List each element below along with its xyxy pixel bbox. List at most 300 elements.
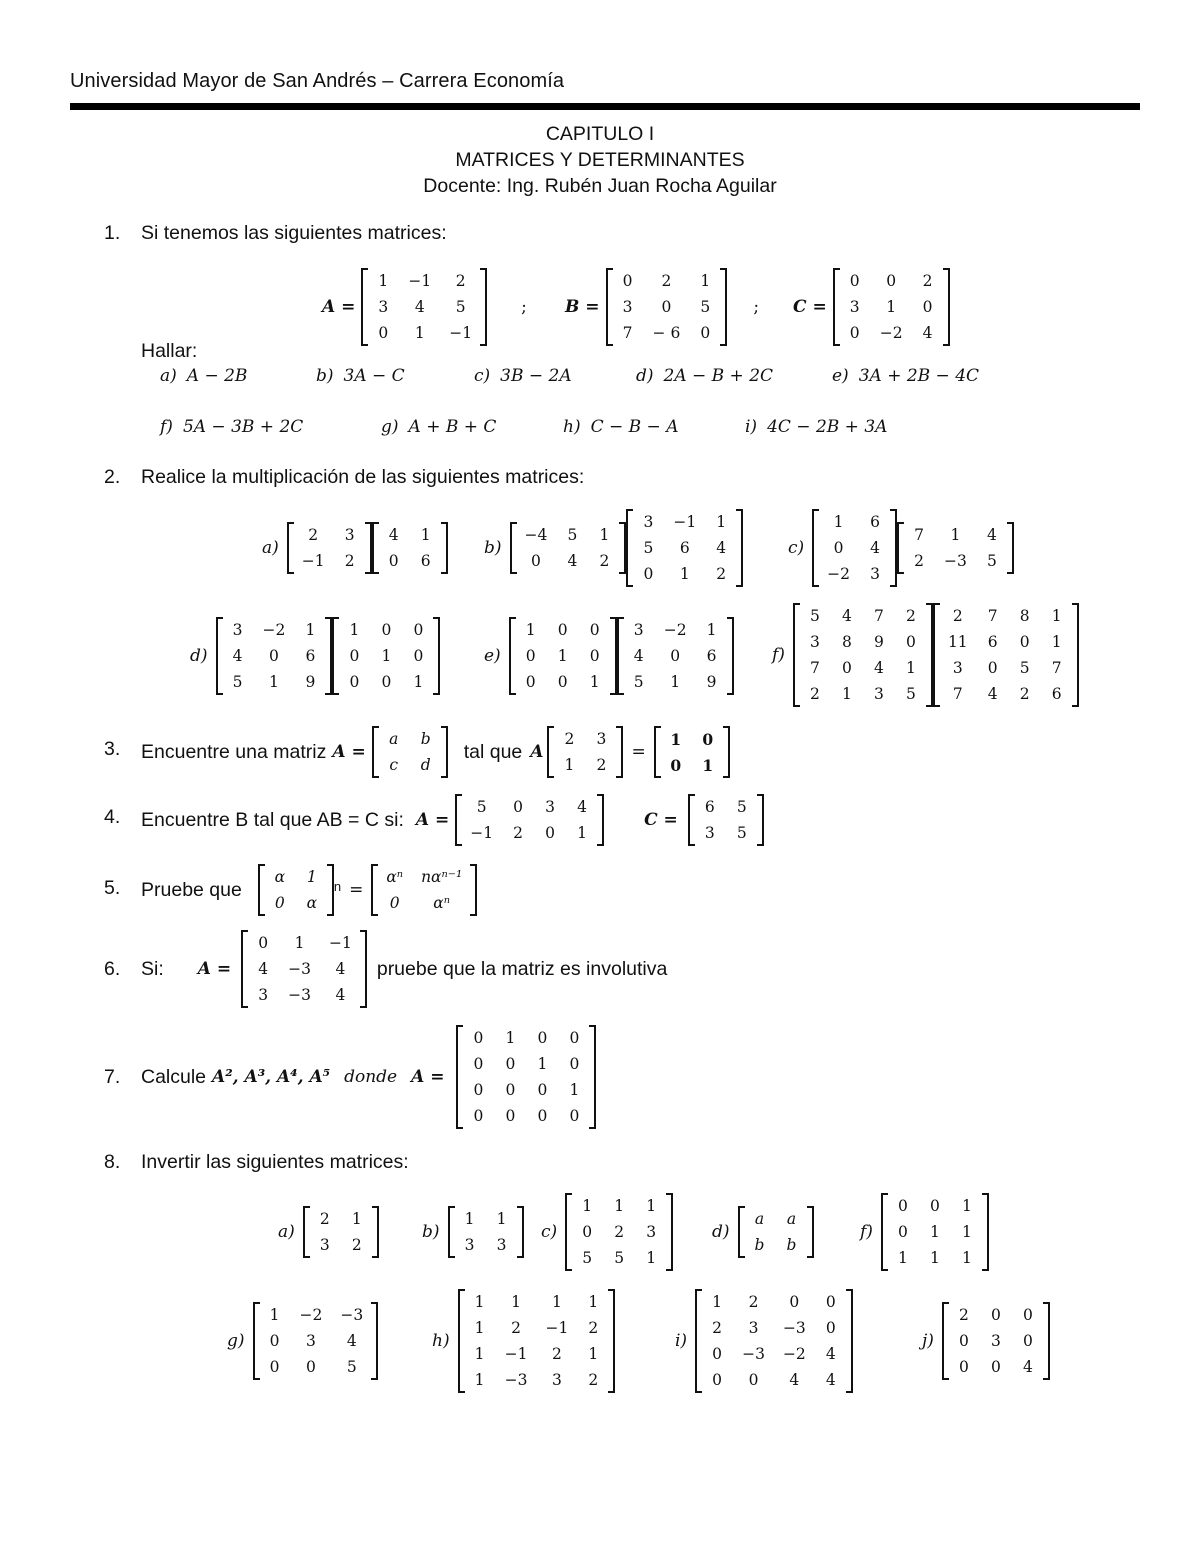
matrix-cell: 1 — [842, 685, 852, 703]
matrix-cell: 5 — [700, 298, 711, 316]
inverse-h-matrix — [458, 1289, 616, 1393]
matrix-cell: 1 — [906, 659, 916, 677]
mult-c-right — [897, 522, 1014, 574]
matrix-cell: 0 — [413, 621, 424, 639]
problem-5-left-matrix — [258, 864, 334, 916]
matrix-cell: 4 — [987, 685, 998, 703]
matrix-cell: −3 — [288, 986, 311, 1004]
matrix-row — [464, 1289, 610, 1315]
problem-4-text: Encuentre B tal que AB = C si: — [141, 808, 404, 831]
matrix-row — [623, 669, 728, 695]
matrix-cell: 0 — [269, 1358, 280, 1376]
matrix-cell: 1 — [306, 868, 317, 886]
matrix-cell: 0 — [473, 1055, 484, 1073]
matrix-cell: b — [420, 730, 431, 748]
option-e: e) 3A + 2B − 4C — [832, 366, 980, 386]
matrix-row — [903, 522, 1008, 548]
matrix-row — [701, 1315, 847, 1341]
matrix-row — [309, 1206, 373, 1232]
matrix-cell: 2 — [564, 730, 575, 748]
matrix-cell: 0 — [1022, 1306, 1033, 1324]
matrix-cell: 1 — [646, 1197, 657, 1215]
matrix-row — [948, 1328, 1044, 1354]
matrix-cell: 4 — [567, 552, 578, 570]
matrix-row — [694, 820, 758, 846]
matrix-cell: a — [754, 1210, 765, 1228]
matrix-row — [462, 1077, 590, 1103]
matrix-cell: 5 — [643, 539, 654, 557]
matrix-cell: 0 — [833, 539, 844, 557]
matrix-cell: 6 — [420, 552, 431, 570]
matrix-cell: −1 — [408, 272, 432, 290]
option-c: c) 3B − 2A — [474, 366, 572, 386]
matrix-cell: 0 — [958, 1332, 969, 1350]
problem-5-text: Pruebe que — [141, 878, 242, 901]
matrix-row — [516, 522, 621, 548]
matrix-row — [660, 752, 724, 778]
inverse-j-matrix — [942, 1302, 1050, 1380]
option-b: b) 3A − C — [316, 366, 405, 386]
matrix-cell: 5 — [567, 526, 578, 544]
matrix-cell: 0 — [825, 1319, 836, 1337]
matrix-cell: 1 — [712, 1293, 723, 1311]
matrix-cell: 5 — [736, 798, 747, 816]
matrix-row — [378, 752, 442, 778]
matrix-cell: 9 — [706, 673, 717, 691]
matrix-cell: 0 — [898, 1197, 908, 1215]
matrix-row — [367, 320, 481, 346]
matrix-cell: −1 — [673, 513, 697, 531]
matrix-cell: −2 — [827, 565, 851, 583]
matrix-row — [571, 1245, 667, 1271]
matrix-cell: 3 — [378, 298, 389, 316]
matrix-cell: 2 — [914, 552, 924, 570]
matrix-cell: −2 — [663, 621, 687, 639]
matrix-cell: 0 — [990, 1306, 1001, 1324]
matrix-cell: 1 — [716, 513, 727, 531]
matrix-cell: 1 — [702, 755, 714, 775]
matrix-cell: d — [420, 756, 431, 774]
mult-item-a: a) 2 3 −1 2 4 1 0 6 — [262, 522, 448, 574]
matrix-cell: 0 — [349, 647, 360, 665]
matrix-cell: 0 — [712, 1371, 723, 1389]
matrix-row — [612, 320, 722, 346]
matrix-cell: 1 — [420, 526, 431, 544]
matrix-cell: 8 — [842, 633, 852, 651]
matrix-row — [264, 864, 328, 890]
matrix-cell: −2 — [782, 1345, 806, 1363]
matrix-row — [259, 1354, 373, 1380]
matrix-cell: −3 — [944, 552, 967, 570]
matrix-cell: 1 — [413, 673, 424, 691]
matrix-cell: 3 — [874, 685, 884, 703]
matrix-cell: 3 — [258, 986, 269, 1004]
matrix-cell: 0 — [537, 1107, 548, 1125]
matrix-cell: 0 — [670, 755, 682, 775]
matrix-cell: 0 — [557, 673, 568, 691]
matrix-cell: 0 — [589, 621, 600, 639]
option-f: f) 5A − 3B + 2C — [160, 417, 304, 437]
matrix-cell: c — [389, 756, 399, 774]
matrix-cell: 5 — [633, 673, 644, 691]
inverse-g-matrix — [253, 1302, 379, 1380]
matrix-cell: −3 — [504, 1371, 528, 1389]
matrix-cell: 1 — [525, 621, 536, 639]
matrix-cell: 1 — [564, 756, 575, 774]
matrix-cell: 0 — [505, 1055, 516, 1073]
problem-1-matrix-c: C = 0 0 2 3 1 0 0 −2 4 — [793, 268, 950, 346]
matrix-cell: 0 — [525, 673, 536, 691]
matrix-row — [462, 1025, 590, 1051]
matrix-row — [799, 655, 927, 681]
inverse-a-matrix — [303, 1206, 379, 1258]
matrix-cell: −3 — [742, 1345, 765, 1363]
matrix-cell: 0 — [842, 659, 852, 677]
matrix-cell: 2 — [588, 1319, 599, 1337]
matrix-row — [903, 548, 1008, 574]
matrix-cell: 2 — [599, 552, 610, 570]
matrix-cell: 0 — [269, 647, 279, 665]
matrix-cell: 1 — [1051, 607, 1062, 625]
matrix-cell: 1 — [569, 1081, 580, 1099]
matrix-cell: nαⁿ⁻¹ — [421, 868, 463, 886]
matrix-cell: 3 — [306, 1332, 316, 1350]
matrix-cell: 0 — [849, 324, 860, 342]
matrix-cell: 2 — [614, 1223, 625, 1241]
matrix-cell: 0 — [349, 673, 360, 691]
matrix-cell: 4 — [874, 659, 884, 677]
matrix-row — [939, 603, 1073, 629]
matrix-cell: 3 — [319, 1236, 330, 1254]
matrix-row — [701, 1341, 847, 1367]
matrix-cell: 0 — [505, 1107, 516, 1125]
matrix-cell: 0 — [306, 1358, 316, 1376]
matrix-cell: −2 — [879, 324, 903, 342]
matrix-cell: 1 — [474, 1293, 485, 1311]
matrix-cell: 1 — [930, 1223, 940, 1241]
matrix-cell: 5 — [986, 552, 997, 570]
inverse-c-matrix — [565, 1193, 673, 1271]
matrix-cell: a — [389, 730, 399, 748]
chapter-title: CAPITULO I — [545, 123, 655, 145]
matrix-cell: 1 — [474, 1345, 485, 1363]
matrix-cell: 0 — [1022, 1332, 1033, 1350]
problem-3-line: Encuentre una matriz A = a b c d tal que A 2 3 1 2 = 1 0 0 1 — [141, 726, 730, 778]
matrix-cell: 1 — [537, 1055, 548, 1073]
matrix-cell: −3 — [340, 1306, 364, 1324]
matrix-row — [461, 820, 598, 846]
matrix-cell: 4 — [825, 1345, 836, 1363]
problem-2-text: Realice la multiplicación de las siguientes matrices: — [141, 466, 585, 488]
inverse-i-matrix — [695, 1289, 853, 1393]
matrix-cell: 0 — [389, 894, 400, 912]
matrix-cell: 2 — [455, 272, 466, 290]
problem-5-number: 5. — [104, 877, 121, 899]
matrix-row — [377, 890, 471, 916]
matrix-cell: −1 — [545, 1319, 569, 1337]
matrix-cell: 11 — [947, 633, 968, 651]
inverse-item-b: b) 1 1 3 3 — [422, 1206, 524, 1258]
matrix-cell: b — [754, 1236, 765, 1254]
matrix-row — [259, 1302, 373, 1328]
matrix-cell: 3 — [551, 1371, 562, 1389]
matrix-row — [701, 1289, 847, 1315]
problem-6-matrix-a — [241, 930, 367, 1008]
problem-6-text: Si: — [141, 957, 164, 980]
matrix-cell: −3 — [782, 1319, 806, 1337]
option-i: i) 4C − 2B + 3A — [745, 417, 888, 437]
matrix-cell: 2 — [810, 685, 820, 703]
matrix-cell: b — [786, 1236, 797, 1254]
matrix-cell: 1 — [496, 1210, 507, 1228]
matrix-row — [887, 1193, 983, 1219]
matrix-cell: 7 — [952, 685, 963, 703]
matrix-cell: 5 — [346, 1358, 357, 1376]
matrix-cell: 1 — [294, 934, 305, 952]
mult-e-right — [617, 617, 734, 695]
matrix-cell: 1 — [588, 1345, 599, 1363]
matrix-cell: 2 — [922, 272, 933, 290]
matrix-cell: 8 — [1019, 607, 1030, 625]
matrix-cell: 1 — [269, 673, 279, 691]
matrix-cell: 3 — [704, 824, 715, 842]
matrix-cell: 0 — [381, 673, 392, 691]
option-a: a) A − 2B — [160, 366, 248, 386]
inverse-item-j: j) 2 0 0 0 3 0 0 0 4 — [922, 1302, 1050, 1380]
problem-7-text: Calcule — [141, 1065, 207, 1088]
matrix-cell: 3 — [810, 633, 820, 651]
option-g: g) A + B + C — [381, 417, 497, 437]
inverse-item-d: d) a a b b — [712, 1206, 814, 1258]
problem-6-number: 6. — [104, 958, 121, 980]
matrix-cell: 0 — [557, 621, 568, 639]
matrix-cell: 1 — [700, 272, 711, 290]
matrix-cell: 0 — [898, 1223, 908, 1241]
matrix-cell: 4 — [258, 960, 269, 978]
matrix-cell: 0 — [473, 1081, 484, 1099]
matrix-row — [264, 890, 328, 916]
matrix-row — [454, 1206, 518, 1232]
matrix-cell: 3 — [990, 1332, 1001, 1350]
matrix-cell: 0 — [269, 1332, 280, 1350]
matrix-cell: 0 — [473, 1107, 484, 1125]
matrix-cell: 0 — [789, 1293, 800, 1311]
mult-item-d: d) 3 −2 1 4 0 6 5 1 9 1 0 0 0 1 0 0 0 1 — [190, 617, 440, 695]
matrix-cell: 9 — [874, 633, 884, 651]
matrix-cell: 6 — [987, 633, 998, 651]
matrix-cell: 2 — [588, 1371, 599, 1389]
matrix-cell: 1 — [414, 324, 425, 342]
matrix-row — [461, 794, 598, 820]
matrix-cell: 0 — [545, 824, 556, 842]
problem-3-identity — [654, 726, 730, 778]
matrix-row — [612, 294, 722, 320]
matrix-row — [367, 294, 481, 320]
matrix-cell: 1 — [577, 824, 588, 842]
matrix-cell: 0 — [513, 798, 524, 816]
matrix-row — [462, 1103, 590, 1129]
matrix-cell: 4 — [825, 1371, 836, 1389]
matrix-cell: αⁿ — [386, 868, 404, 886]
inverse-item-a: a) 2 1 3 2 — [278, 1206, 379, 1258]
matrix-row — [839, 294, 944, 320]
matrix-cell: 2 — [958, 1306, 969, 1324]
matrix-cell: 4 — [922, 324, 933, 342]
mult-e-left — [509, 617, 617, 695]
matrix-cell: 0 — [622, 272, 633, 290]
subject-title: MATRICES Y DETERMINANTES — [455, 149, 745, 171]
matrix-cell: 0 — [258, 934, 269, 952]
matrix-row — [571, 1193, 667, 1219]
matrix-cell: 3 — [643, 513, 654, 531]
matrix-cell: 0 — [906, 633, 916, 651]
matrix-cell: 9 — [305, 673, 316, 691]
matrix-cell: 7 — [987, 607, 998, 625]
matrix-cell: 7 — [622, 324, 633, 342]
matrix-cell: 0 — [505, 1081, 516, 1099]
matrix-cell: 1 — [670, 673, 681, 691]
matrix-cell: 1 — [679, 565, 690, 583]
matrix-cell: 3 — [870, 565, 880, 583]
matrix-cell: 0 — [569, 1029, 580, 1047]
mult-a-right — [372, 522, 448, 574]
matrix-row — [377, 864, 471, 890]
matrix-row — [799, 603, 927, 629]
matrix-row — [247, 930, 361, 956]
matrix-cell: 1 — [474, 1371, 485, 1389]
matrix-cell: 2 — [596, 756, 607, 774]
matrix-row — [744, 1206, 808, 1232]
header-rule — [70, 103, 1140, 110]
matrix-cell: 3 — [622, 298, 633, 316]
matrix-row — [939, 681, 1073, 707]
mult-f-left — [793, 603, 933, 707]
matrix-cell: 1 — [614, 1197, 625, 1215]
matrix-row — [247, 956, 361, 982]
matrix-cell: 1 — [349, 621, 360, 639]
matrix-row — [553, 726, 617, 752]
matrix-row — [818, 561, 891, 587]
problem-5-line: Pruebe que α 1 0 α $^n$ = αⁿ nαⁿ⁻¹ 0 αⁿ — [141, 864, 477, 916]
matrix-cell: 0 — [712, 1345, 723, 1363]
matrix-cell: 1 — [898, 1249, 908, 1267]
matrix-cell: 0 — [274, 894, 285, 912]
matrix-cell: 0 — [388, 552, 399, 570]
matrix-cell: 2 — [344, 552, 355, 570]
inverse-item-i: i) 1 2 0 0 2 3 −3 0 0 −3 −2 4 0 0 4 4 — [675, 1289, 853, 1393]
matrix-row — [948, 1302, 1044, 1328]
matrix-cell: 5 — [906, 685, 916, 703]
matrix-cell: 3 — [545, 798, 556, 816]
matrix-row — [694, 794, 758, 820]
matrix-cell: −3 — [288, 960, 311, 978]
matrix-cell: 0 — [537, 1029, 548, 1047]
matrix-row — [293, 522, 366, 548]
matrix-row — [338, 643, 434, 669]
matrix-row — [378, 726, 442, 752]
matrix-cell: 4 — [633, 647, 644, 665]
matrix-cell: 4 — [232, 647, 243, 665]
problem-4-line: Encuentre B tal que AB = C si: A = 5 0 3 4 −1 2 0 1 C = 6 5 3 5 — [141, 794, 764, 846]
problem-8-text: Invertir las siguientes matrices: — [141, 1151, 409, 1173]
matrix-cell: 1 — [269, 1306, 280, 1324]
inverse-b-matrix — [448, 1206, 524, 1258]
matrix-cell: 4 — [335, 986, 346, 1004]
matrix-cell: 1 — [381, 647, 392, 665]
matrix-cell: 1 — [930, 1249, 940, 1267]
matrix-row — [515, 669, 611, 695]
mult-item-f: f) 5 4 7 2 3 8 9 0 7 0 4 1 2 1 3 5 2 7 8 1 11 6 0 1 3 0 5 7 7 4 2 6 — [772, 603, 1079, 707]
matrix-cell: 0 — [643, 565, 654, 583]
matrix-row — [744, 1232, 808, 1258]
inverse-item-g: g) 1 −2 −3 0 3 4 0 0 5 — [227, 1302, 378, 1380]
matrix-cell: 3 — [952, 659, 963, 677]
matrix-row — [553, 752, 617, 778]
matrix-cell: 6 — [870, 513, 880, 531]
matrix-cell: 3 — [232, 621, 243, 639]
matrix-cell: 4 — [335, 960, 346, 978]
problem-6-line: Si: A = 0 1 −1 4 −3 4 3 −3 4 pruebe que la matriz es involutiva — [141, 930, 667, 1008]
matrix-row — [516, 548, 621, 574]
problem-4-number: 4. — [104, 806, 121, 828]
mult-f-right — [933, 603, 1079, 707]
matrix-row — [612, 268, 722, 294]
matrix-cell: 4 — [789, 1371, 800, 1389]
matrix-row — [462, 1051, 590, 1077]
matrix-cell: 4 — [577, 798, 588, 816]
matrix-a — [361, 268, 487, 346]
problem-6-tail: pruebe que la matriz es involutiva — [376, 957, 668, 980]
mult-a-left — [287, 522, 372, 574]
matrix-cell: 4 — [346, 1332, 357, 1350]
matrix-c — [833, 268, 950, 346]
matrix-cell: 1 — [588, 1293, 599, 1311]
problem-7-matrix-a — [456, 1025, 596, 1129]
matrix-row — [222, 617, 327, 643]
problem-4-matrix-c — [688, 794, 764, 846]
matrix-cell: 1 — [551, 1293, 562, 1311]
matrix-row — [464, 1341, 610, 1367]
mult-item-e: e) 1 0 0 0 1 0 0 0 1 3 −2 1 4 0 6 5 1 9 — [484, 617, 734, 695]
matrix-cell: 1 — [886, 298, 897, 316]
matrix-cell: 2 — [748, 1293, 759, 1311]
matrix-cell: 1 — [962, 1197, 972, 1215]
matrix-cell: 1 — [599, 526, 610, 544]
problem-7-number: 7. — [104, 1066, 121, 1088]
matrix-row — [247, 982, 361, 1008]
matrix-cell: 6 — [1051, 685, 1062, 703]
inverse-item-c: c) 1 1 1 0 2 3 5 5 1 — [541, 1193, 673, 1271]
matrix-cell: 6 — [704, 798, 715, 816]
matrix-row — [623, 643, 728, 669]
matrix-cell: 5 — [810, 607, 820, 625]
matrix-row — [571, 1219, 667, 1245]
matrix-cell: 1 — [351, 1210, 362, 1228]
matrix-cell: 1 — [557, 647, 568, 665]
matrix-cell: 2 — [551, 1345, 562, 1363]
problem-1-number: 1. — [104, 222, 121, 244]
option-h: h) C − B − A — [563, 417, 679, 437]
matrix-row — [818, 509, 891, 535]
matrix-cell: 2 — [906, 607, 916, 625]
matrix-cell: 3 — [596, 730, 607, 748]
matrix-cell: − 6 — [652, 324, 681, 342]
matrix-row — [623, 617, 728, 643]
problem-3-text: Encuentre una matriz — [141, 740, 327, 763]
matrix-cell: α — [274, 868, 286, 886]
matrix-cell: 4 — [414, 298, 425, 316]
matrix-cell: 0 — [531, 552, 541, 570]
